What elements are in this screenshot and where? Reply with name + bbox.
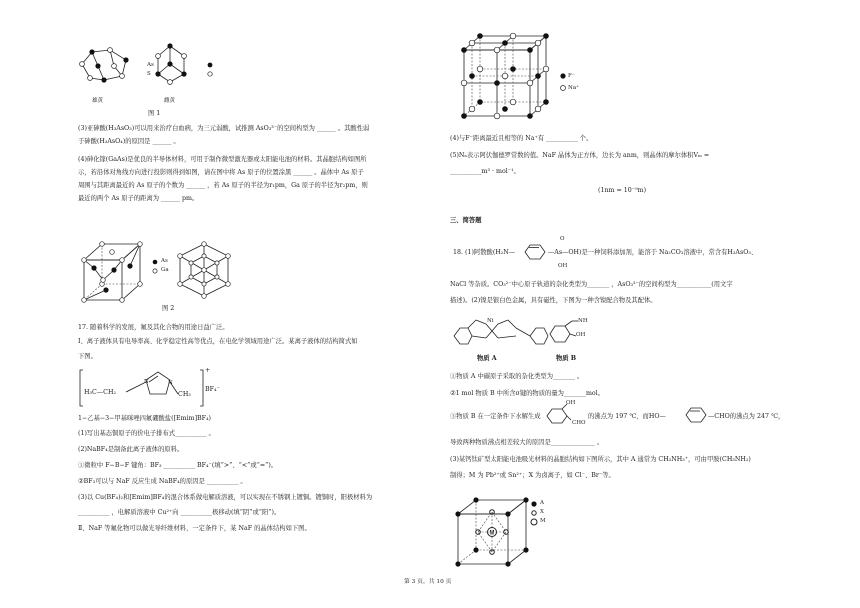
- gaas-projection: [178, 242, 231, 299]
- q17-s3b: __________ ，电解质溶液中 Cu²⁺向 __________极移动(填“阴”或“阳”)。: [78, 509, 281, 516]
- q18-c3-a: ③物质 B 在一定条件下水解生成: [450, 413, 541, 420]
- q3-line-2: 于砷酸(H₃AsO₄)的原因是 ______ 。: [78, 138, 180, 145]
- legend-na-label: Na⁺: [568, 85, 579, 91]
- legend-m-label: M: [540, 518, 546, 524]
- q4-line-2: 示，若沿体对角线方向进行投影则得到如图，请在图中将 As 原子的位置涂黑 ______ 。晶体中 As 原子: [78, 169, 364, 176]
- arsanilic-ring: [520, 243, 550, 261]
- q17-s4: (4)与F⁻距离最近且相等的 Na⁺有 __________ 个。: [450, 135, 593, 142]
- naf-legend: [560, 73, 565, 90]
- nickel-label: Ni: [487, 318, 494, 324]
- q17-s2a: ①微粒中 F−B−F 键角：BF₃ __________ BF₄⁻(填“>”、“<”或“=”)。: [78, 462, 278, 469]
- naf-lattice: [461, 33, 549, 119]
- emim-charge: +: [205, 367, 211, 374]
- realgar-caption: 雄黄: [92, 98, 104, 104]
- material-b-structure: [546, 318, 596, 348]
- emim-n1: N: [144, 379, 149, 385]
- emim-methyl: CH₃: [178, 391, 191, 398]
- emim-n2: N: [168, 380, 173, 386]
- q18-line3: 描述)。(2)镍是银白色金属，具有磁性，下图为一种含镍配合物及其配体。: [450, 297, 657, 304]
- q18-c5a: (3)某钙钛矿型太阳能电池吸光材料的晶胞结构如下图所示，其中 A 通常为 CH₃NH₃⁺，可由甲胺(CH₃NH₂): [450, 456, 751, 463]
- material-a-label: 物质 A: [477, 355, 497, 362]
- section-3-title: 三、简答题: [450, 217, 482, 224]
- q17-intro: 17. 随着科学的发展，氟及其化合物的用途日益广泛。: [78, 324, 229, 331]
- perovskite-cell: [452, 494, 562, 570]
- q17-s2b: ②BF₃可以与 NaF 反应生成 NaBF₄的原因是 __________ 。: [78, 478, 247, 485]
- figure-1-legend: [208, 63, 213, 77]
- q17-part2: Ⅱ、NaF 等氟化物可以做光导纤维材料，一定条件下，某 NaF 的晶体结构如下图。: [78, 525, 311, 532]
- legend-x-label: X: [540, 509, 544, 515]
- q17-part1-line1: Ⅰ、离子液体具有电导率高、化学稳定性高等优点，在电化学领域用途广泛。某离子液体的结构简式如: [78, 338, 358, 345]
- emim-name: 1−乙基−3−甲基咪唑四氟硼酸盐([Emim]BF₄): [78, 415, 212, 422]
- q17-s2: (2)NaBF₄是制备此离子液体的原料。: [78, 446, 184, 453]
- q18-c2: ②1 mol 物质 B 中所含σ键的物质的量为_______mol。: [450, 390, 605, 397]
- emim-ethyl: H₃C—CH₂: [84, 389, 116, 396]
- q18-c3-b: 的沸点为 197 ℃，而HO—: [588, 413, 666, 420]
- salicyl-oh: OH: [566, 400, 576, 406]
- legend-s-label: S: [147, 71, 151, 77]
- orpiment-caption: 雌黄: [164, 98, 176, 104]
- q18-c4: 导致两种物质沸点相差较大的原因是______________ 。: [450, 439, 604, 446]
- page-footer: 第 3 页，共 10 页: [404, 579, 452, 585]
- material-b-oh: OH: [576, 332, 586, 338]
- salicylaldehyde-ring: [543, 406, 573, 426]
- q17-s3a: (3)以 Cu(BF₄)₂和[Emim]BF₄的混合体系做电解质溶液，可以实现在不锈钢上镀铜。镀铜时，阳极材料为: [78, 494, 373, 501]
- q4-line-1: (4)砷化镓(GaAs)是优良的半导体材料，可用于制作微型激光器或太阳能电池的材料。其晶胞结构如图所: [78, 156, 367, 163]
- figure-2-legend: [153, 260, 158, 273]
- material-b-label: 物质 B: [556, 355, 577, 362]
- arsanilic-oh: OH: [558, 263, 568, 269]
- q17-s5b: __________m³ · mol⁻¹。: [450, 168, 520, 175]
- material-b-nh: NH: [578, 318, 588, 324]
- figure-2-caption: 图 2: [162, 305, 175, 312]
- q18-line1-b: —As—OH)是一种饲料添加剂，能溶于 Na₂CO₃溶液中，常含有H₃AsO₃、: [548, 249, 758, 256]
- figure-1-caption: 图 1: [148, 110, 161, 117]
- legend-a-label: A: [540, 500, 544, 506]
- perovskite-m-mark: M: [489, 530, 495, 537]
- emim-bf4: BF₄⁻: [205, 386, 220, 393]
- arsanilic-oxo: O: [560, 236, 565, 242]
- figure-naf-lattice: [450, 30, 600, 126]
- perovskite-legend: [531, 501, 537, 525]
- q18-c5b: 制得；M 为 Pb²⁺或 Sn²⁺；X 为卤离子，如 Cl⁻、Br⁻等。: [450, 472, 615, 479]
- q4-line-3: 周围与其距离最近的 As 原子的个数为 ______ ，若 As 原子的半径为r₁pm，Ga 原子的半径为r₂pm，则: [78, 182, 368, 189]
- realgar-structure: [80, 48, 129, 83]
- q18-c3-c: —CHO的沸点为 247 ℃，: [708, 413, 785, 420]
- material-a-structure: [454, 320, 548, 344]
- legend-ga-label: Ga: [161, 267, 169, 273]
- orpiment-structure: [155, 43, 186, 84]
- q17-part1-line2: 下图。: [78, 353, 97, 360]
- legend-as-label: As: [147, 62, 154, 68]
- perovskite-structure: [455, 497, 528, 566]
- unit-note: (1nm = 10⁻⁹m): [598, 187, 647, 194]
- hydroxybenzaldehyde-ring: [682, 406, 710, 424]
- q4-line-4: 最近的两个 As 原子的距离为 ______ pm。: [78, 195, 199, 202]
- salicyl-cho: CHO: [572, 420, 586, 426]
- q18-line2: NaCl 等杂质。CO₃²⁻中心原子轨道的杂化类型为_______ ，AsO₃³⁻的空间构型为___________(用文字: [450, 281, 733, 288]
- legend-as-label-2: As: [161, 258, 168, 264]
- legend-f-label: F⁻: [568, 73, 575, 79]
- gaas-unit-cell: [82, 242, 143, 303]
- q18-line1-a: 18. (1)阿散酸(H₂N—: [453, 249, 516, 256]
- q17-s1: (1)写出基态铜原子的价电子排布式__________ 。: [78, 430, 215, 437]
- figure-1-structures: [70, 36, 240, 106]
- q18-c1: ①物质 A 中碳原子采取的杂化类型为_______ 。: [450, 373, 584, 380]
- q3-line-1: (3)亚砷酸(H₃AsO₃)可以用来治疗白血病，为三元弱酸，试推测 AsO₃³⁻的空间构型为 ______ 。其酸性弱: [78, 125, 370, 132]
- q17-s5a: (5)Nₐ表示阿伏伽德罗常数的值。NaF 晶体为正方体，边长为 anm，则晶体的摩尔体积Vₘ =: [450, 152, 710, 159]
